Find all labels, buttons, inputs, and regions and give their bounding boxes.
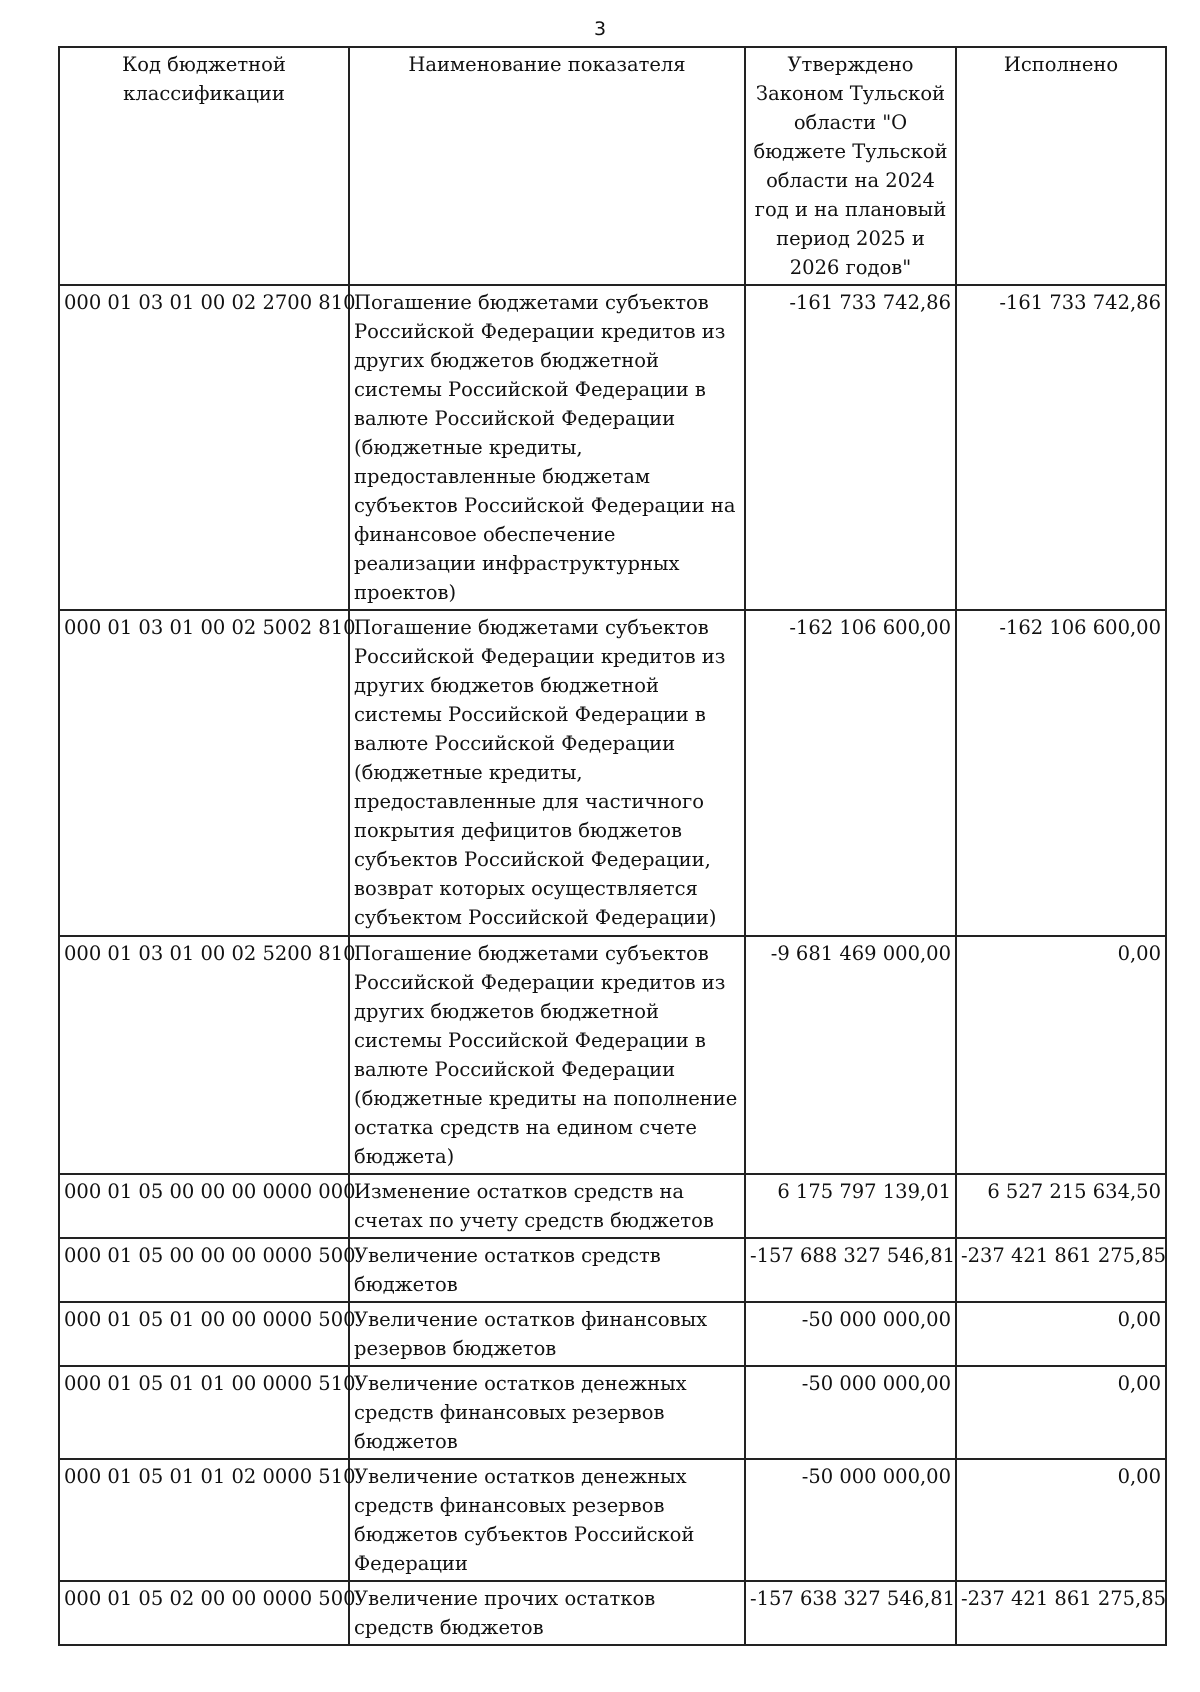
row-executed: -237 421 861 275,85 <box>956 1238 1166 1302</box>
table-row <box>59 1459 1166 1581</box>
table-row <box>59 1581 1166 1645</box>
row-executed: -161 733 742,86 <box>956 285 1166 610</box>
table-row <box>59 1238 1166 1302</box>
row-executed: -237 421 861 275,85 <box>956 1581 1166 1645</box>
row-approved: -50 000 000,00 <box>745 1302 956 1366</box>
row-name: Погашение бюджетами субъектов Российской Федерации кредитов из других бюджетов бюджетной системы Российской Федерации в валюте Российской Федерации (бюджетные кредиты, предоставленные для частичного покрытия дефицитов бюджетов субъектов Российской Федерации, возврат которых осуществляется субъектом Российской Федерации) <box>349 610 745 936</box>
row-code: 000 01 03 01 00 02 5200 810 <box>59 936 349 1174</box>
row-approved: -9 681 469 000,00 <box>745 936 956 1174</box>
budget-table <box>58 46 1167 1646</box>
row-code: 000 01 03 01 00 02 2700 810 <box>59 285 349 610</box>
row-name: Погашение бюджетами субъектов Российской Федерации кредитов из других бюджетов бюджетной системы Российской Федерации в валюте Российской Федерации (бюджетные кредиты на пополнение остатка средств на едином счете бюджета) <box>349 936 745 1174</box>
header-name: Наименование показателя <box>349 47 745 285</box>
row-approved: -157 688 327 546,81 <box>745 1238 956 1302</box>
row-executed: 0,00 <box>956 1459 1166 1581</box>
row-name: Увеличение остатков денежных средств финансовых резервов бюджетов <box>349 1366 745 1459</box>
row-approved: -162 106 600,00 <box>745 610 956 936</box>
page-number: 3 <box>593 18 607 40</box>
row-approved: -50 000 000,00 <box>745 1366 956 1459</box>
header-row <box>59 47 1166 285</box>
row-code: 000 01 05 01 00 00 0000 500 <box>59 1302 349 1366</box>
table-row <box>59 936 1166 1174</box>
row-approved: -50 000 000,00 <box>745 1459 956 1581</box>
table-row <box>59 1174 1166 1238</box>
row-name: Изменение остатков средств на счетах по учету средств бюджетов <box>349 1174 745 1238</box>
row-approved: -157 638 327 546,81 <box>745 1581 956 1645</box>
row-name: Погашение бюджетами субъектов Российской Федерации кредитов из других бюджетов бюджетной системы Российской Федерации в валюте Российской Федерации (бюджетные кредиты, предоставленные бюджетам субъектов Российской Федерации на финансовое обеспечение реализации инфраструктурных проектов) <box>349 285 745 610</box>
row-name: Увеличение остатков финансовых резервов бюджетов <box>349 1302 745 1366</box>
row-executed: 6 527 215 634,50 <box>956 1174 1166 1238</box>
row-code: 000 01 05 00 00 00 0000 500 <box>59 1238 349 1302</box>
row-executed: 0,00 <box>956 936 1166 1174</box>
row-name: Увеличение остатков средств бюджетов <box>349 1238 745 1302</box>
row-code: 000 01 03 01 00 02 5002 810 <box>59 610 349 936</box>
row-executed: 0,00 <box>956 1302 1166 1366</box>
row-code: 000 01 05 01 01 02 0000 510 <box>59 1459 349 1581</box>
table-row <box>59 610 1166 936</box>
row-name: Увеличение прочих остатков средств бюджетов <box>349 1581 745 1645</box>
row-executed: -162 106 600,00 <box>956 610 1166 936</box>
row-approved: 6 175 797 139,01 <box>745 1174 956 1238</box>
row-name: Увеличение остатков денежных средств финансовых резервов бюджетов субъектов Российской Федерации <box>349 1459 745 1581</box>
table-row <box>59 285 1166 610</box>
header-code: Код бюджетной классификации <box>59 47 349 285</box>
row-approved: -161 733 742,86 <box>745 285 956 610</box>
row-code: 000 01 05 02 00 00 0000 500 <box>59 1581 349 1645</box>
header-executed: Исполнено <box>956 47 1166 285</box>
row-code: 000 01 05 00 00 00 0000 000 <box>59 1174 349 1238</box>
row-executed: 0,00 <box>956 1366 1166 1459</box>
table-row <box>59 1366 1166 1459</box>
header-approved: Утверждено Законом Тульской области "О бюджете Тульской области на 2024 год и на плановый период 2025 и 2026 годов" <box>745 47 956 285</box>
table-row <box>59 1302 1166 1366</box>
row-code: 000 01 05 01 01 00 0000 510 <box>59 1366 349 1459</box>
